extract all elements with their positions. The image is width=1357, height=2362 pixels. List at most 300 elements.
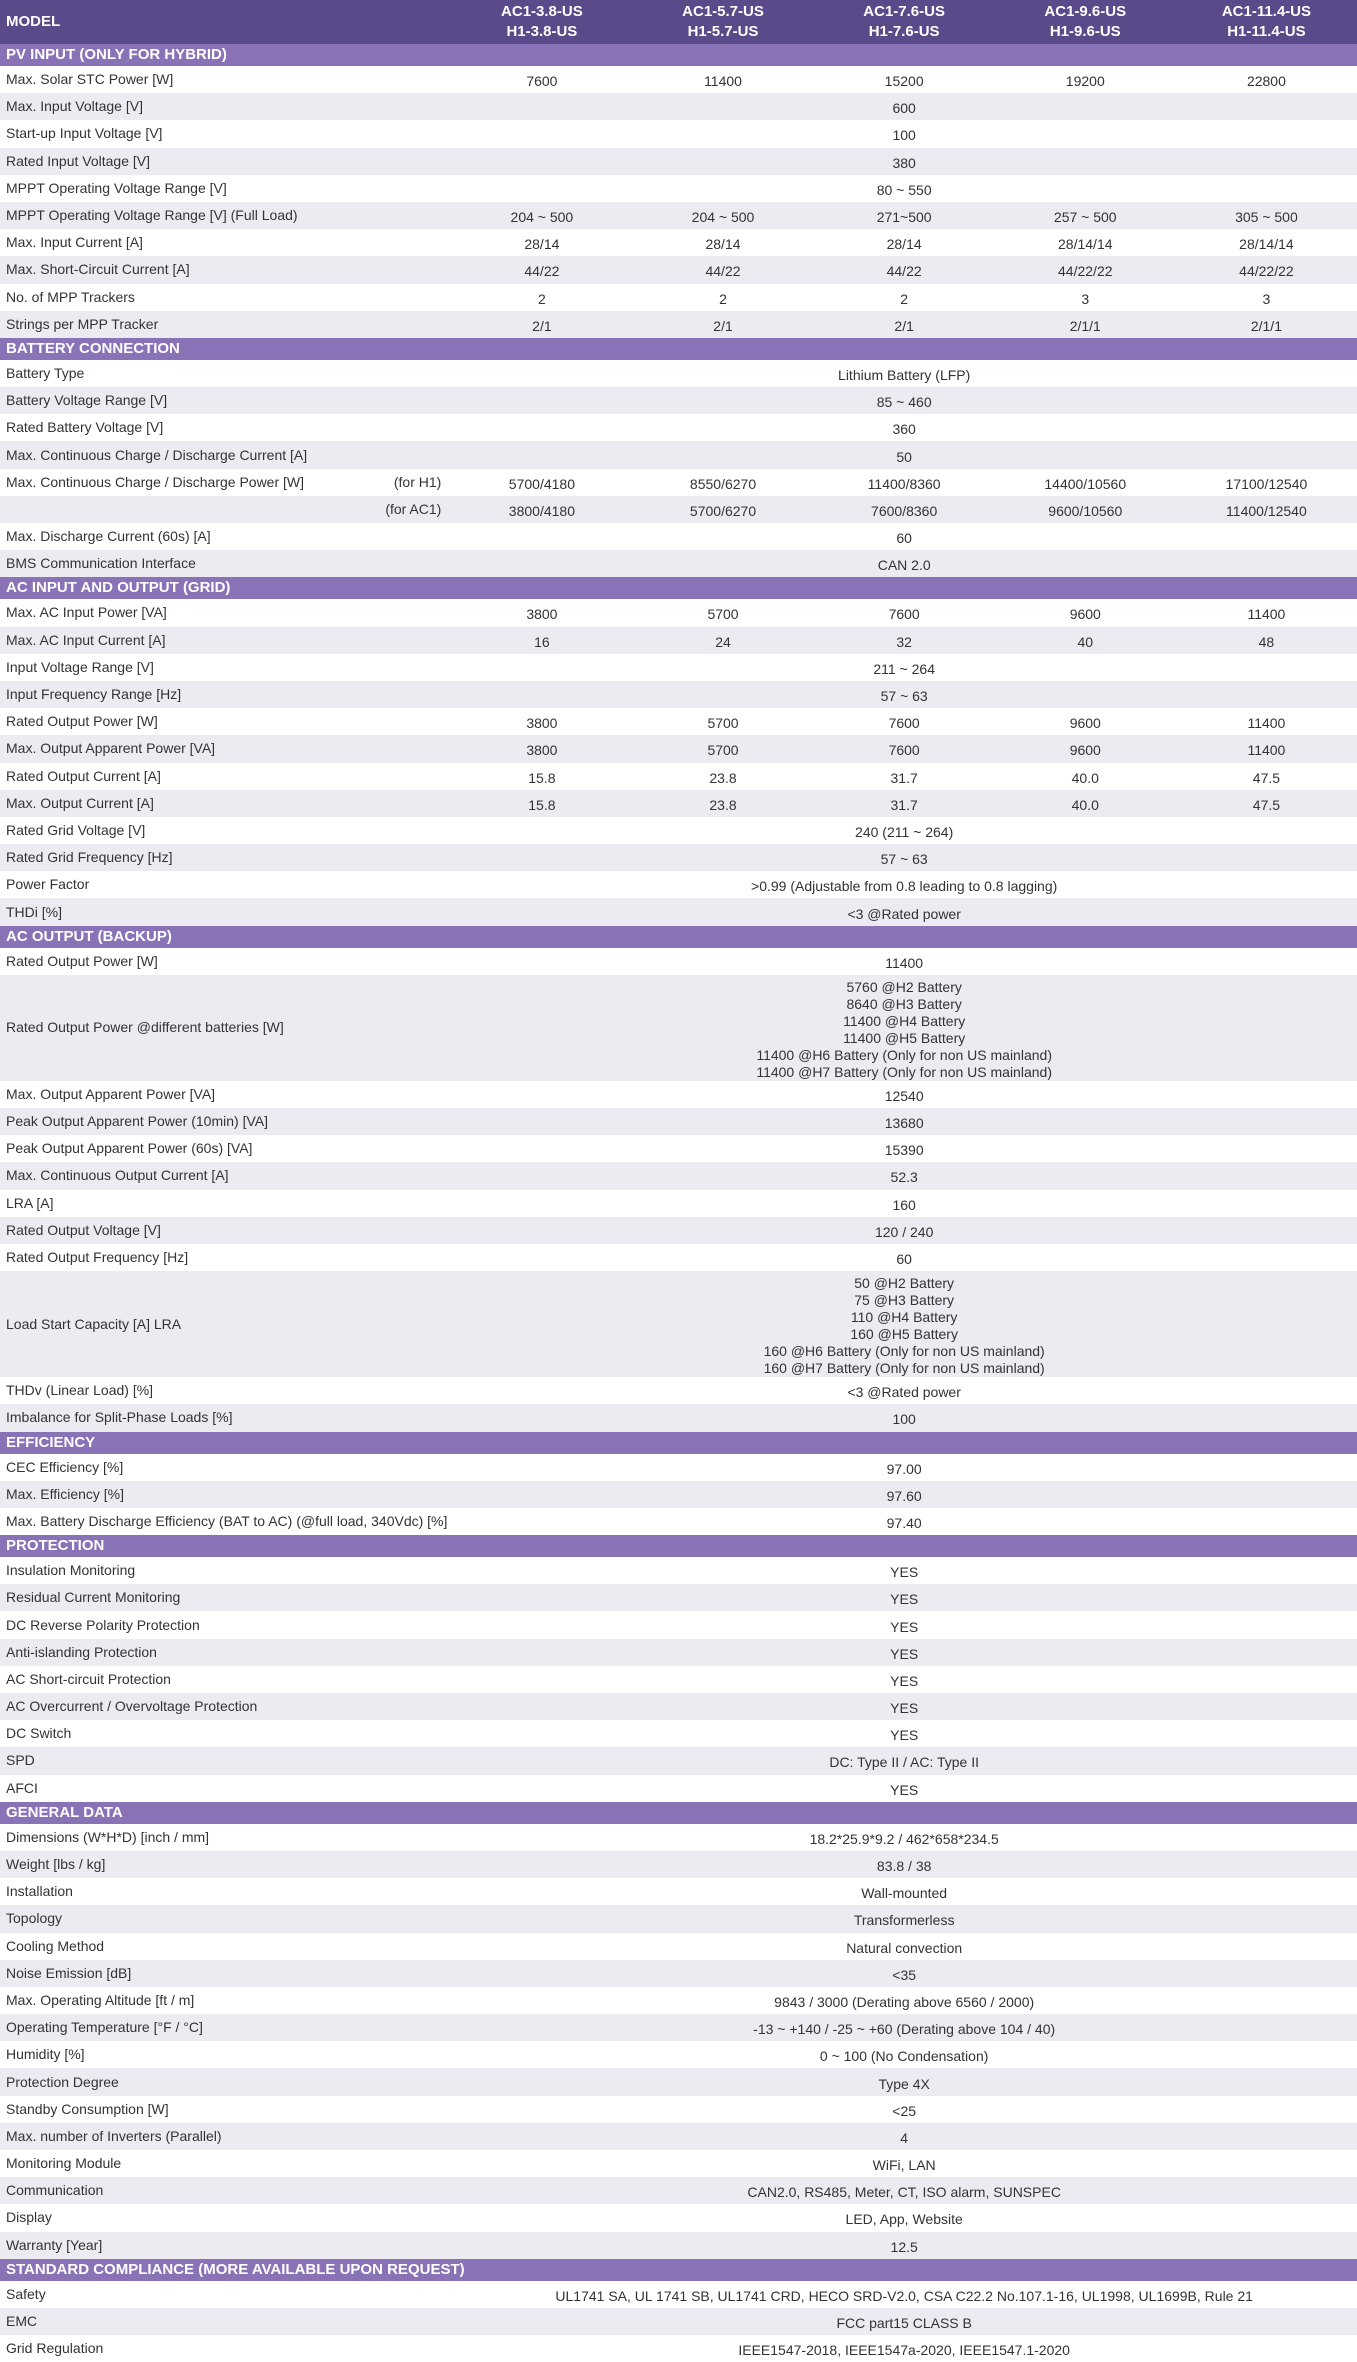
spec-value-line: 50 xyxy=(896,448,912,465)
spec-value: 3 xyxy=(1262,290,1271,307)
section-title: STANDARD COMPLIANCE (MORE AVAILABLE UPON REQUEST) xyxy=(0,2259,1357,2281)
spec-row xyxy=(0,1404,1357,1431)
spec-value-shared xyxy=(451,1377,1357,1404)
spec-value-shared xyxy=(451,1851,1357,1878)
spec-value-shared xyxy=(451,1508,1357,1535)
spec-value: 305 ~ 500 xyxy=(1176,202,1357,229)
spec-value-line: 100 xyxy=(892,127,916,144)
spec-row xyxy=(0,817,1357,844)
spec-value: 2 xyxy=(719,290,727,307)
spec-label: AFCI xyxy=(6,1779,38,1796)
spec-value: 9600 xyxy=(995,735,1176,762)
spec-value-shared xyxy=(451,948,1357,975)
spec-value-line: 380 xyxy=(892,154,916,171)
spec-value-shared xyxy=(451,2308,1357,2335)
spec-value-shared xyxy=(451,654,1357,681)
spec-value-shared xyxy=(451,148,1357,175)
spec-value: 31.7 xyxy=(814,790,995,817)
spec-value-line: 97.40 xyxy=(886,1514,922,1531)
spec-value-line: 5760 @H2 Battery xyxy=(846,978,962,995)
spec-label: Protection Degree xyxy=(0,2068,451,2095)
spec-value-line: IEEE1547-2018, IEEE1547a-2020, IEEE1547.1-2020 xyxy=(738,2342,1070,2359)
spec-value-line: 80 ~ 550 xyxy=(876,181,932,198)
spec-label: Max. Operating Altitude [ft / m] xyxy=(6,1991,195,2008)
spec-value: 31.7 xyxy=(890,769,918,786)
spec-value-line: 11400 xyxy=(885,954,924,971)
spec-label: SPD xyxy=(0,1747,451,1774)
spec-value-line: CAN 2.0 xyxy=(877,557,931,574)
spec-label: DC Reverse Polarity Protection xyxy=(6,1616,200,1633)
spec-row xyxy=(0,284,1357,311)
spec-value: 19200 xyxy=(1065,73,1105,90)
spec-row xyxy=(0,311,1357,338)
spec-label: Max. Solar STC Power [W] xyxy=(6,71,174,88)
spec-row xyxy=(0,1611,1357,1638)
spec-row xyxy=(0,1747,1357,1774)
spec-label: Rated Input Voltage [V] xyxy=(0,148,451,175)
spec-row xyxy=(0,414,1357,441)
spec-value-line: 50 @H2 Battery xyxy=(854,1275,955,1292)
spec-value-line: 120 / 240 xyxy=(874,1223,934,1240)
spec-row xyxy=(0,360,1357,387)
spec-value-shared xyxy=(451,817,1357,844)
spec-value-shared xyxy=(451,2232,1357,2259)
spec-row xyxy=(0,550,1357,577)
spec-value-line: <25 xyxy=(892,2102,917,2119)
spec-row xyxy=(0,1557,1357,1584)
spec-label: MPPT Operating Voltage Range [V] (Full Load) xyxy=(0,202,451,229)
spec-value-line: YES xyxy=(890,1672,919,1689)
spec-value-shared xyxy=(451,1987,1357,2014)
spec-row xyxy=(0,256,1357,283)
spec-label: MPPT Operating Voltage Range [V] xyxy=(6,179,227,196)
spec-value-line: 360 xyxy=(892,421,916,438)
spec-label: Max. AC Input Power [VA] xyxy=(6,604,167,621)
spec-label: Grid Regulation xyxy=(6,2340,104,2357)
spec-label: Max. Discharge Current (60s) [A] xyxy=(6,528,211,545)
model-column-1: AC1-3.8-US H1-3.8-US xyxy=(451,0,632,44)
spec-value-line: 9843 / 3000 (Derating above 6560 / 2000) xyxy=(774,1993,1035,2010)
section-title: BATTERY CONNECTION xyxy=(0,338,1357,360)
spec-row xyxy=(0,1666,1357,1693)
section-title: AC OUTPUT (BACKUP) xyxy=(0,926,1357,948)
section-title: PV INPUT (ONLY FOR HYBRID) xyxy=(0,44,1357,66)
spec-value-shared xyxy=(451,1108,1357,1135)
spec-row xyxy=(0,2281,1357,2308)
spec-value-shared xyxy=(451,1271,1357,1377)
spec-value-line: 160 xyxy=(892,1196,916,1213)
spec-value-line: YES xyxy=(890,1781,919,1798)
spec-value: 204 ~ 500 xyxy=(451,202,632,229)
model-column-5: AC1-11.4-US H1-11.4-US xyxy=(1176,0,1357,44)
spec-value: 44/22 xyxy=(632,256,813,283)
spec-value-shared xyxy=(451,1747,1357,1774)
spec-label: Max. Battery Discharge Efficiency (BAT to AC) (@full load, 340Vdc) [%] xyxy=(6,1512,448,1529)
spec-value-line: FCC part15 CLASS B xyxy=(836,2315,972,2332)
spec-value-line: Wall-mounted xyxy=(861,1885,948,1902)
spec-value-line: 60 xyxy=(896,1251,912,1268)
spec-row xyxy=(0,469,1357,496)
spec-row xyxy=(0,871,1357,898)
spec-value-line: 97.00 xyxy=(886,1460,922,1477)
spec-value-shared xyxy=(451,360,1357,387)
spec-label: Imbalance for Split-Phase Loads [%] xyxy=(0,1404,451,1431)
spec-row xyxy=(0,387,1357,414)
spec-value-line: YES xyxy=(890,1618,919,1635)
spec-value-shared xyxy=(451,898,1357,925)
spec-label: Max. Continuous Output Current [A] xyxy=(0,1162,451,1189)
spec-value: 5700/6270 xyxy=(632,496,813,523)
spec-row xyxy=(0,948,1357,975)
spec-row xyxy=(0,1244,1357,1271)
spec-value-shared xyxy=(451,681,1357,708)
section-title: EFFICIENCY xyxy=(0,1432,1357,1454)
spec-value-shared xyxy=(451,1557,1357,1584)
spec-value-line: YES xyxy=(890,1727,919,1744)
spec-row xyxy=(0,2232,1357,2259)
spec-value-line: 83.8 / 38 xyxy=(876,1858,932,1875)
spec-label: Peak Output Apparent Power (60s) [VA] xyxy=(6,1140,253,1157)
spec-value-line: Lithium Battery (LFP) xyxy=(838,366,971,383)
spec-value-shared xyxy=(451,2335,1357,2362)
spec-label: Cooling Method xyxy=(6,1937,105,1954)
spec-row xyxy=(0,708,1357,735)
spec-value-line: <3 @Rated power xyxy=(847,905,961,922)
spec-label: Rated Output Current [A] xyxy=(6,767,161,784)
spec-label: Max. Output Current [A] xyxy=(0,790,451,817)
spec-value-line: 11400 @H5 Battery xyxy=(843,1029,966,1046)
spec-value-line: 11400 @H6 Battery (Only for non US mainland) xyxy=(756,1046,1052,1063)
spec-value-shared xyxy=(451,2177,1357,2204)
spec-value: 204 ~ 500 xyxy=(632,202,813,229)
spec-value-shared xyxy=(451,871,1357,898)
spec-value-shared xyxy=(451,1720,1357,1747)
spec-value-line: 97.60 xyxy=(886,1487,922,1504)
spec-value-line: -13 ~ +140 / -25 ~ +60 (Derating above 104 / 40) xyxy=(753,2021,1056,2038)
spec-value-line: DC: Type II / AC: Type II xyxy=(829,1754,979,1771)
spec-value: 28/14 xyxy=(886,236,922,253)
spec-row xyxy=(0,1162,1357,1189)
spec-value-shared xyxy=(451,1905,1357,1932)
spec-label: Installation xyxy=(6,1883,73,1900)
spec-row xyxy=(0,1987,1357,2014)
spec-label: Weight [lbs / kg] xyxy=(0,1851,451,1878)
spec-label xyxy=(0,496,451,523)
spec-row xyxy=(0,1271,1357,1377)
spec-value-shared xyxy=(451,1824,1357,1851)
spec-row xyxy=(0,66,1357,93)
spec-value-shared xyxy=(451,1878,1357,1905)
spec-label: Strings per MPP Tracker xyxy=(0,311,451,338)
spec-label: Input Voltage Range [V] xyxy=(6,658,154,675)
spec-label: Standby Consumption [W] xyxy=(6,2100,169,2117)
spec-value-line: 211 ~ 264 xyxy=(873,660,935,677)
section-title: PROTECTION xyxy=(0,1535,1357,1557)
spec-value: 14400/10560 xyxy=(1044,475,1127,492)
spec-value: 44/22 xyxy=(814,256,995,283)
spec-value-line: 12.5 xyxy=(890,2238,918,2255)
spec-value: 9600/10560 xyxy=(995,496,1176,523)
spec-value: 11400 xyxy=(1176,735,1357,762)
spec-value-shared xyxy=(451,1081,1357,1108)
spec-value-shared xyxy=(451,1639,1357,1666)
spec-label: LRA [A] xyxy=(6,1194,54,1211)
spec-value: 15.8 xyxy=(451,790,632,817)
spec-row xyxy=(0,2014,1357,2041)
spec-label: Operating Temperature [°F / °C] xyxy=(0,2014,451,2041)
spec-value-shared xyxy=(451,2123,1357,2150)
spec-row xyxy=(0,2123,1357,2150)
spec-value-shared xyxy=(451,175,1357,202)
spec-label: Max. Efficiency [%] xyxy=(0,1481,451,1508)
spec-label: No. of MPP Trackers xyxy=(6,288,135,305)
spec-label: Rated Output Power [W] xyxy=(6,713,158,730)
spec-value: 40.0 xyxy=(995,790,1176,817)
spec-value-line: Transformerless xyxy=(853,1912,955,1929)
spec-value: 24 xyxy=(632,627,813,654)
spec-value-shared xyxy=(451,414,1357,441)
section-header xyxy=(0,1432,1357,1454)
spec-value-line: UL1741 SA, UL 1741 SB, UL1741 CRD, HECO SRD-V2.0, CSA C22.2 No.107.1-16, UL1998, UL1699B, Rule 21 xyxy=(555,2287,1253,2304)
spec-row xyxy=(0,120,1357,147)
spec-value-shared xyxy=(451,2281,1357,2308)
spec-value-line: 15390 xyxy=(884,1142,924,1159)
spec-label: DC Switch xyxy=(6,1725,72,1742)
spec-value-line: 12540 xyxy=(884,1087,924,1104)
spec-value: 23.8 xyxy=(632,790,813,817)
spec-value: 5700 xyxy=(707,606,739,623)
spec-label: Max. Short-Circuit Current [A] xyxy=(0,256,451,283)
spec-row xyxy=(0,1824,1357,1851)
spec-label: Safety xyxy=(6,2285,46,2302)
section-header xyxy=(0,577,1357,599)
spec-label: Humidity [%] xyxy=(6,2046,85,2063)
spec-label: Insulation Monitoring xyxy=(6,1562,136,1579)
spec-value-line: 4 xyxy=(900,2129,909,2146)
spec-row xyxy=(0,2335,1357,2362)
spec-label: Power Factor xyxy=(6,876,90,893)
spec-value: 7600 xyxy=(526,73,558,90)
spec-value-line: >0.99 (Adjustable from 0.8 leading to 0.8 lagging) xyxy=(751,878,1058,895)
spec-value-line: 60 xyxy=(896,530,912,547)
spec-row xyxy=(0,681,1357,708)
spec-row xyxy=(0,975,1357,1081)
spec-value: 2/1 xyxy=(632,311,813,338)
spec-label: Rated Grid Frequency [Hz] xyxy=(0,844,451,871)
spec-value: 9600 xyxy=(1069,715,1101,732)
spec-label: Max. Output Apparent Power [VA] xyxy=(0,735,451,762)
spec-row xyxy=(0,1135,1357,1162)
spec-value-shared xyxy=(451,2068,1357,2095)
spec-value: 11400/12540 xyxy=(1176,496,1357,523)
spec-value: 7600 xyxy=(888,606,920,623)
spec-value: 47.5 xyxy=(1176,790,1357,817)
spec-value: 3 xyxy=(1081,290,1090,307)
spec-row xyxy=(0,1481,1357,1508)
spec-label: Anti-islanding Protection xyxy=(0,1639,451,1666)
spec-label: Max. AC Input Current [A] xyxy=(0,627,451,654)
spec-row xyxy=(0,2096,1357,2123)
spec-row xyxy=(0,1377,1357,1404)
spec-value: 28/14/14 xyxy=(1239,236,1294,253)
spec-value-line: Type 4X xyxy=(878,2075,930,2092)
spec-value: 16 xyxy=(451,627,632,654)
spec-row xyxy=(0,1190,1357,1217)
spec-row xyxy=(0,1960,1357,1987)
spec-row xyxy=(0,790,1357,817)
spec-value-line: 13680 xyxy=(884,1115,924,1132)
spec-value: 3800 xyxy=(451,735,632,762)
model-column-3: AC1-7.6-US H1-7.6-US xyxy=(814,0,995,44)
spec-value: 9600 xyxy=(1069,606,1101,623)
spec-value: 11400 xyxy=(1247,606,1286,623)
spec-value-shared xyxy=(451,1217,1357,1244)
spec-value: 11400 xyxy=(1247,715,1286,732)
spec-label: AC Short-circuit Protection xyxy=(6,1670,171,1687)
spec-row xyxy=(0,1933,1357,1960)
spec-row xyxy=(0,599,1357,626)
model-column-2: AC1-5.7-US H1-5.7-US xyxy=(632,0,813,44)
model-column-4: AC1-9.6-US H1-9.6-US xyxy=(995,0,1176,44)
spec-value: 44/22 xyxy=(451,256,632,283)
spec-row xyxy=(0,1584,1357,1611)
spec-row xyxy=(0,441,1357,468)
spec-value-shared xyxy=(451,441,1357,468)
spec-label: Max. Continuous Charge / Discharge Current [A] xyxy=(0,441,451,468)
spec-value-shared xyxy=(451,120,1357,147)
spec-value-shared xyxy=(451,844,1357,871)
spec-row xyxy=(0,175,1357,202)
spec-sublabel: (for AC1) xyxy=(385,500,442,517)
spec-value: 48 xyxy=(1176,627,1357,654)
spec-row xyxy=(0,496,1357,523)
spec-row xyxy=(0,2068,1357,2095)
spec-value: 7600 xyxy=(888,715,920,732)
spec-value-line: <3 @Rated power xyxy=(847,1384,961,1401)
spec-row xyxy=(0,523,1357,550)
spec-value: 44/22/22 xyxy=(1176,256,1357,283)
spec-value-line: 160 @H7 Battery (Only for non US mainland) xyxy=(763,1360,1045,1377)
spec-value-shared xyxy=(451,550,1357,577)
spec-value: 2/1 xyxy=(814,311,995,338)
section-header xyxy=(0,44,1357,66)
section-header xyxy=(0,1802,1357,1824)
spec-value: 2 xyxy=(900,290,909,307)
spec-label: Max. Input Voltage [V] xyxy=(0,93,451,120)
spec-label: Topology xyxy=(0,1905,451,1932)
spec-value: 32 xyxy=(814,627,995,654)
spec-row xyxy=(0,1508,1357,1535)
spec-value: 3800 xyxy=(526,606,558,623)
spec-label: Rated Battery Voltage [V] xyxy=(6,419,164,436)
spec-value-line: YES xyxy=(890,1564,919,1581)
spec-row xyxy=(0,1081,1357,1108)
section-header xyxy=(0,926,1357,948)
spec-value-line: 75 @H3 Battery xyxy=(854,1292,955,1309)
spec-value-line: 57 ~ 63 xyxy=(880,851,928,868)
spec-value: 8550/6270 xyxy=(689,475,757,492)
spec-label: Rated Grid Voltage [V] xyxy=(6,821,146,838)
spec-value-line: YES xyxy=(890,1591,919,1608)
spec-row xyxy=(0,202,1357,229)
spec-value: 11400 xyxy=(704,73,742,90)
spec-value-line: Natural convection xyxy=(846,1939,963,1956)
spec-value: 28/14 xyxy=(705,236,741,253)
spec-value-line: 57 ~ 63 xyxy=(880,688,928,705)
spec-row xyxy=(0,2150,1357,2177)
spec-row xyxy=(0,148,1357,175)
spec-value: 40.0 xyxy=(1071,769,1099,786)
spec-label: Start-up Input Voltage [V] xyxy=(6,125,163,142)
spec-label: Rated Output Frequency [Hz] xyxy=(6,1249,189,1266)
spec-value-line: 85 ~ 460 xyxy=(876,394,932,411)
spec-label: THDv (Linear Load) [%] xyxy=(6,1382,154,1399)
spec-value: 5700 xyxy=(707,715,739,732)
spec-value: 271~500 xyxy=(814,202,995,229)
spec-label: Residual Current Monitoring xyxy=(0,1584,451,1611)
spec-value-shared xyxy=(451,2014,1357,2041)
spec-row xyxy=(0,2308,1357,2335)
spec-value-shared xyxy=(451,2041,1357,2068)
spec-value: 17100/12540 xyxy=(1225,475,1308,492)
spec-row xyxy=(0,1639,1357,1666)
spec-value-line: 100 xyxy=(892,1411,916,1428)
spec-label: AC Overcurrent / Overvoltage Protection xyxy=(0,1693,451,1720)
spec-value-line: <35 xyxy=(892,1966,917,1983)
spec-value: 3800/4180 xyxy=(451,496,632,523)
spec-value-line: YES xyxy=(890,1700,919,1717)
spec-row xyxy=(0,1693,1357,1720)
spec-value: 7600/8360 xyxy=(814,496,995,523)
spec-sublabel: (for H1) xyxy=(393,473,442,490)
spec-label: Max. Output Apparent Power [VA] xyxy=(6,1085,216,1102)
spec-label: Battery Voltage Range [V] xyxy=(0,387,451,414)
spec-row xyxy=(0,93,1357,120)
spec-value: 28/14 xyxy=(524,236,560,253)
spec-row xyxy=(0,1878,1357,1905)
section-title: AC INPUT AND OUTPUT (GRID) xyxy=(0,577,1357,599)
spec-value-line: WiFi, LAN xyxy=(872,2157,936,2174)
spec-value: 23.8 xyxy=(709,769,737,786)
spec-value-shared xyxy=(451,93,1357,120)
spec-value-shared xyxy=(451,387,1357,414)
spec-value-line: YES xyxy=(890,1645,919,1662)
spec-label: CEC Efficiency [%] xyxy=(6,1458,124,1475)
spec-row xyxy=(0,1905,1357,1932)
spec-value-shared xyxy=(451,523,1357,550)
spec-label-text: Max. Continuous Charge / Discharge Power [W] xyxy=(6,473,305,490)
spec-label: Display xyxy=(6,2209,52,2226)
spec-label: Communication xyxy=(0,2177,451,2204)
spec-value-shared xyxy=(451,1244,1357,1271)
spec-row xyxy=(0,2177,1357,2204)
spec-label: Rated Output Power [W] xyxy=(6,952,158,969)
spec-label: THDi [%] xyxy=(0,898,451,925)
spec-value-shared xyxy=(451,2150,1357,2177)
spec-value: 2/1/1 xyxy=(1176,311,1357,338)
spec-value: 5700/4180 xyxy=(508,475,575,492)
spec-value-line: 160 @H5 Battery xyxy=(850,1326,958,1343)
spec-label: BMS Communication Interface xyxy=(0,550,451,577)
spec-value-line: 0 ~ 100 (No Condensation) xyxy=(819,2048,989,2065)
spec-value-line: 8640 @H3 Battery xyxy=(846,995,962,1012)
spec-value: 5700 xyxy=(632,735,813,762)
spec-value-line: 11400 @H7 Battery (Only for non US mainland) xyxy=(756,1063,1052,1080)
spec-value: 15200 xyxy=(884,73,924,90)
spec-label: Peak Output Apparent Power (10min) [VA] xyxy=(0,1108,451,1135)
spec-label: Max. Input Current [A] xyxy=(6,234,143,251)
spec-label: Load Start Capacity [A] LRA xyxy=(0,1271,451,1377)
